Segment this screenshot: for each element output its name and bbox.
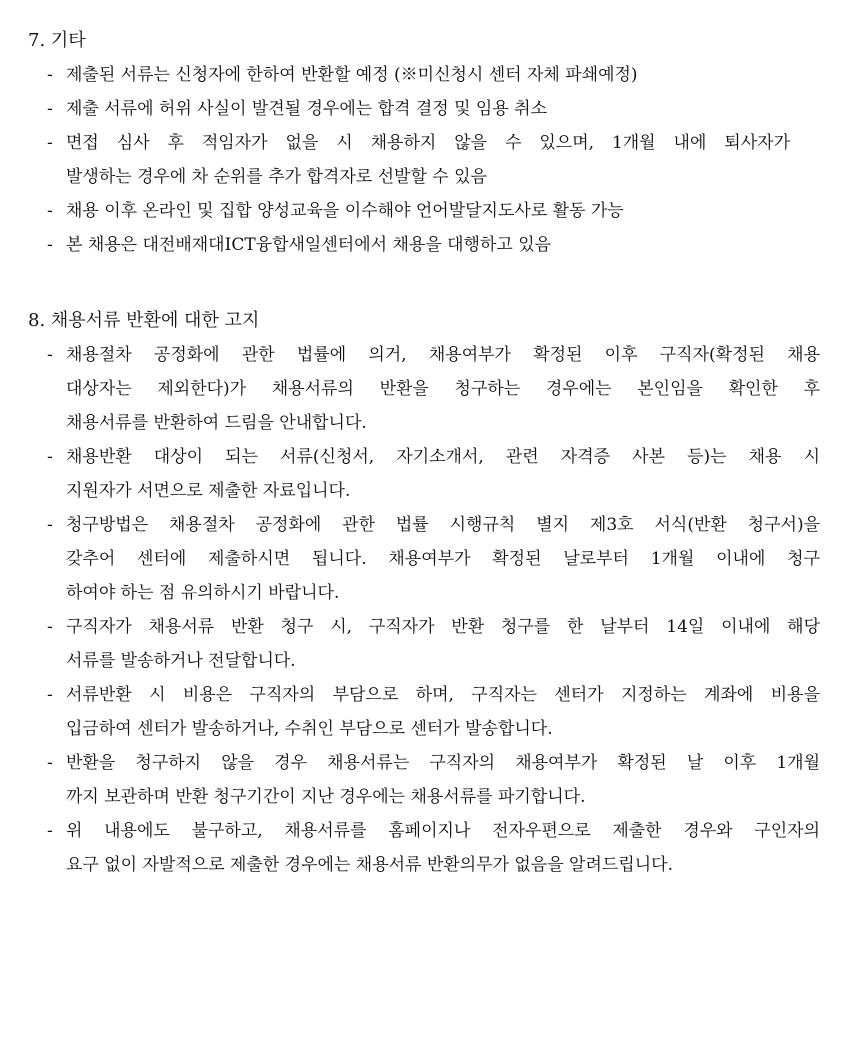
list-item-text [66,508,820,610]
list-dash: - [47,235,53,255]
list-item-text [66,126,820,194]
text-line: 서류반환 시 비용은 구직자의 부담으로 하며, 구직자는 센터가 지정하는 계좌에 비용을 [66,685,820,705]
list-item [0,746,848,814]
list-item [0,338,848,440]
list-item [0,92,848,126]
text-line: 발생하는 경우에 차 순위를 추가 합격자로 선발할 수 있음 [66,167,487,187]
list-dash: - [47,753,53,773]
text-line: 까지 보관하며 반환 청구기간이 지난 경우에는 채용서류를 파기합니다. [66,787,586,807]
list-dash: - [47,821,53,841]
text-line: 반환을 청구하지 않을 경우 채용서류는 구직자의 채용여부가 확정된 날 이후 1개월 [66,753,820,773]
list-item-text [66,92,820,126]
section-7-heading: 7. 기타 [28,30,86,51]
list-item-text [66,194,820,228]
list-dash: - [47,685,53,705]
list-dash: - [47,201,53,221]
list-item [0,58,848,92]
text-line: 채용절차 공정화에 관한 법률에 의거, 채용여부가 확정된 이후 구직자(확정된 채용 [66,345,820,365]
list-item [0,440,848,508]
list-item-text [66,746,820,814]
text-line: 지원자가 서면으로 제출한 자료입니다. [66,481,351,501]
list-dash: - [47,515,53,535]
list-dash: - [47,99,53,119]
text-line: 하여야 하는 점 유의하시기 바랍니다. [66,583,340,603]
list-item-text [66,58,820,92]
list-item [0,678,848,746]
list-item [0,508,848,610]
text-line: 제출된 서류는 신청자에 한하여 반환할 예정 (※미신청시 센터 자체 파쇄예정) [66,65,638,85]
list-item [0,610,848,678]
list-item-text [66,678,820,746]
text-line: 채용서류를 반환하여 드림을 안내합니다. [66,413,367,433]
list-item [0,814,848,882]
list-dash: - [47,133,53,153]
text-line: 서류를 발송하거나 전달합니다. [66,651,296,671]
section-8-heading: 8. 채용서류 반환에 대한 고지 [28,310,260,331]
list-dash: - [47,65,53,85]
text-line: 채용 이후 온라인 및 집합 양성교육을 이수해야 언어발달지도사로 활동 가능 [66,201,624,221]
list-dash: - [47,345,53,365]
text-line: 청구방법은 채용절차 공정화에 관한 법률 시행규칙 별지 제3호 서식(반환 청구서)을 [66,515,820,535]
list-item [0,126,848,194]
text-line: 면접 심사 후 적임자가 없을 시 채용하지 않을 수 있으며, 1개월 내에 퇴사자가 [66,133,790,153]
list-item [0,194,848,228]
list-dash: - [47,447,53,467]
text-line: 요구 없이 자발적으로 제출한 경우에는 채용서류 반환의무가 없음을 알려드립니다. [66,855,673,875]
text-line: 갖추어 센터에 제출하시면 됩니다. 채용여부가 확정된 날로부터 1개월 이내에 청구 [66,549,820,569]
text-line: 위 내용에도 불구하고, 채용서류를 홈페이지나 전자우편으로 제출한 경우와 구인자의 [66,821,820,841]
list-item [0,228,848,262]
text-line: 채용반환 대상이 되는 서류(신청서, 자기소개서, 관련 자격증 사본 등)는 채용 시 [66,447,820,467]
section-8-list [0,338,848,882]
list-item-text [66,610,820,678]
list-item-text [66,814,820,882]
text-line: 대상자는 제외한다)가 채용서류의 반환을 청구하는 경우에는 본인임을 확인한 후 [66,379,820,399]
section-7-list [0,58,848,262]
text-line: 제출 서류에 허위 사실이 발견될 경우에는 합격 결정 및 임용 취소 [66,99,548,119]
list-item-text [66,338,820,440]
text-line: 구직자가 채용서류 반환 청구 시, 구직자가 반환 청구를 한 날부터 14일 이내에 해당 [66,617,820,637]
text-line: 본 채용은 대전배재대ICT융합새일센터에서 채용을 대행하고 있음 [66,235,552,255]
list-dash: - [47,617,53,637]
list-item-text [66,440,820,508]
text-line: 입금하여 센터가 발송하거나, 수취인 부담으로 센터가 발송합니다. [66,719,553,739]
list-item-text [66,228,820,262]
